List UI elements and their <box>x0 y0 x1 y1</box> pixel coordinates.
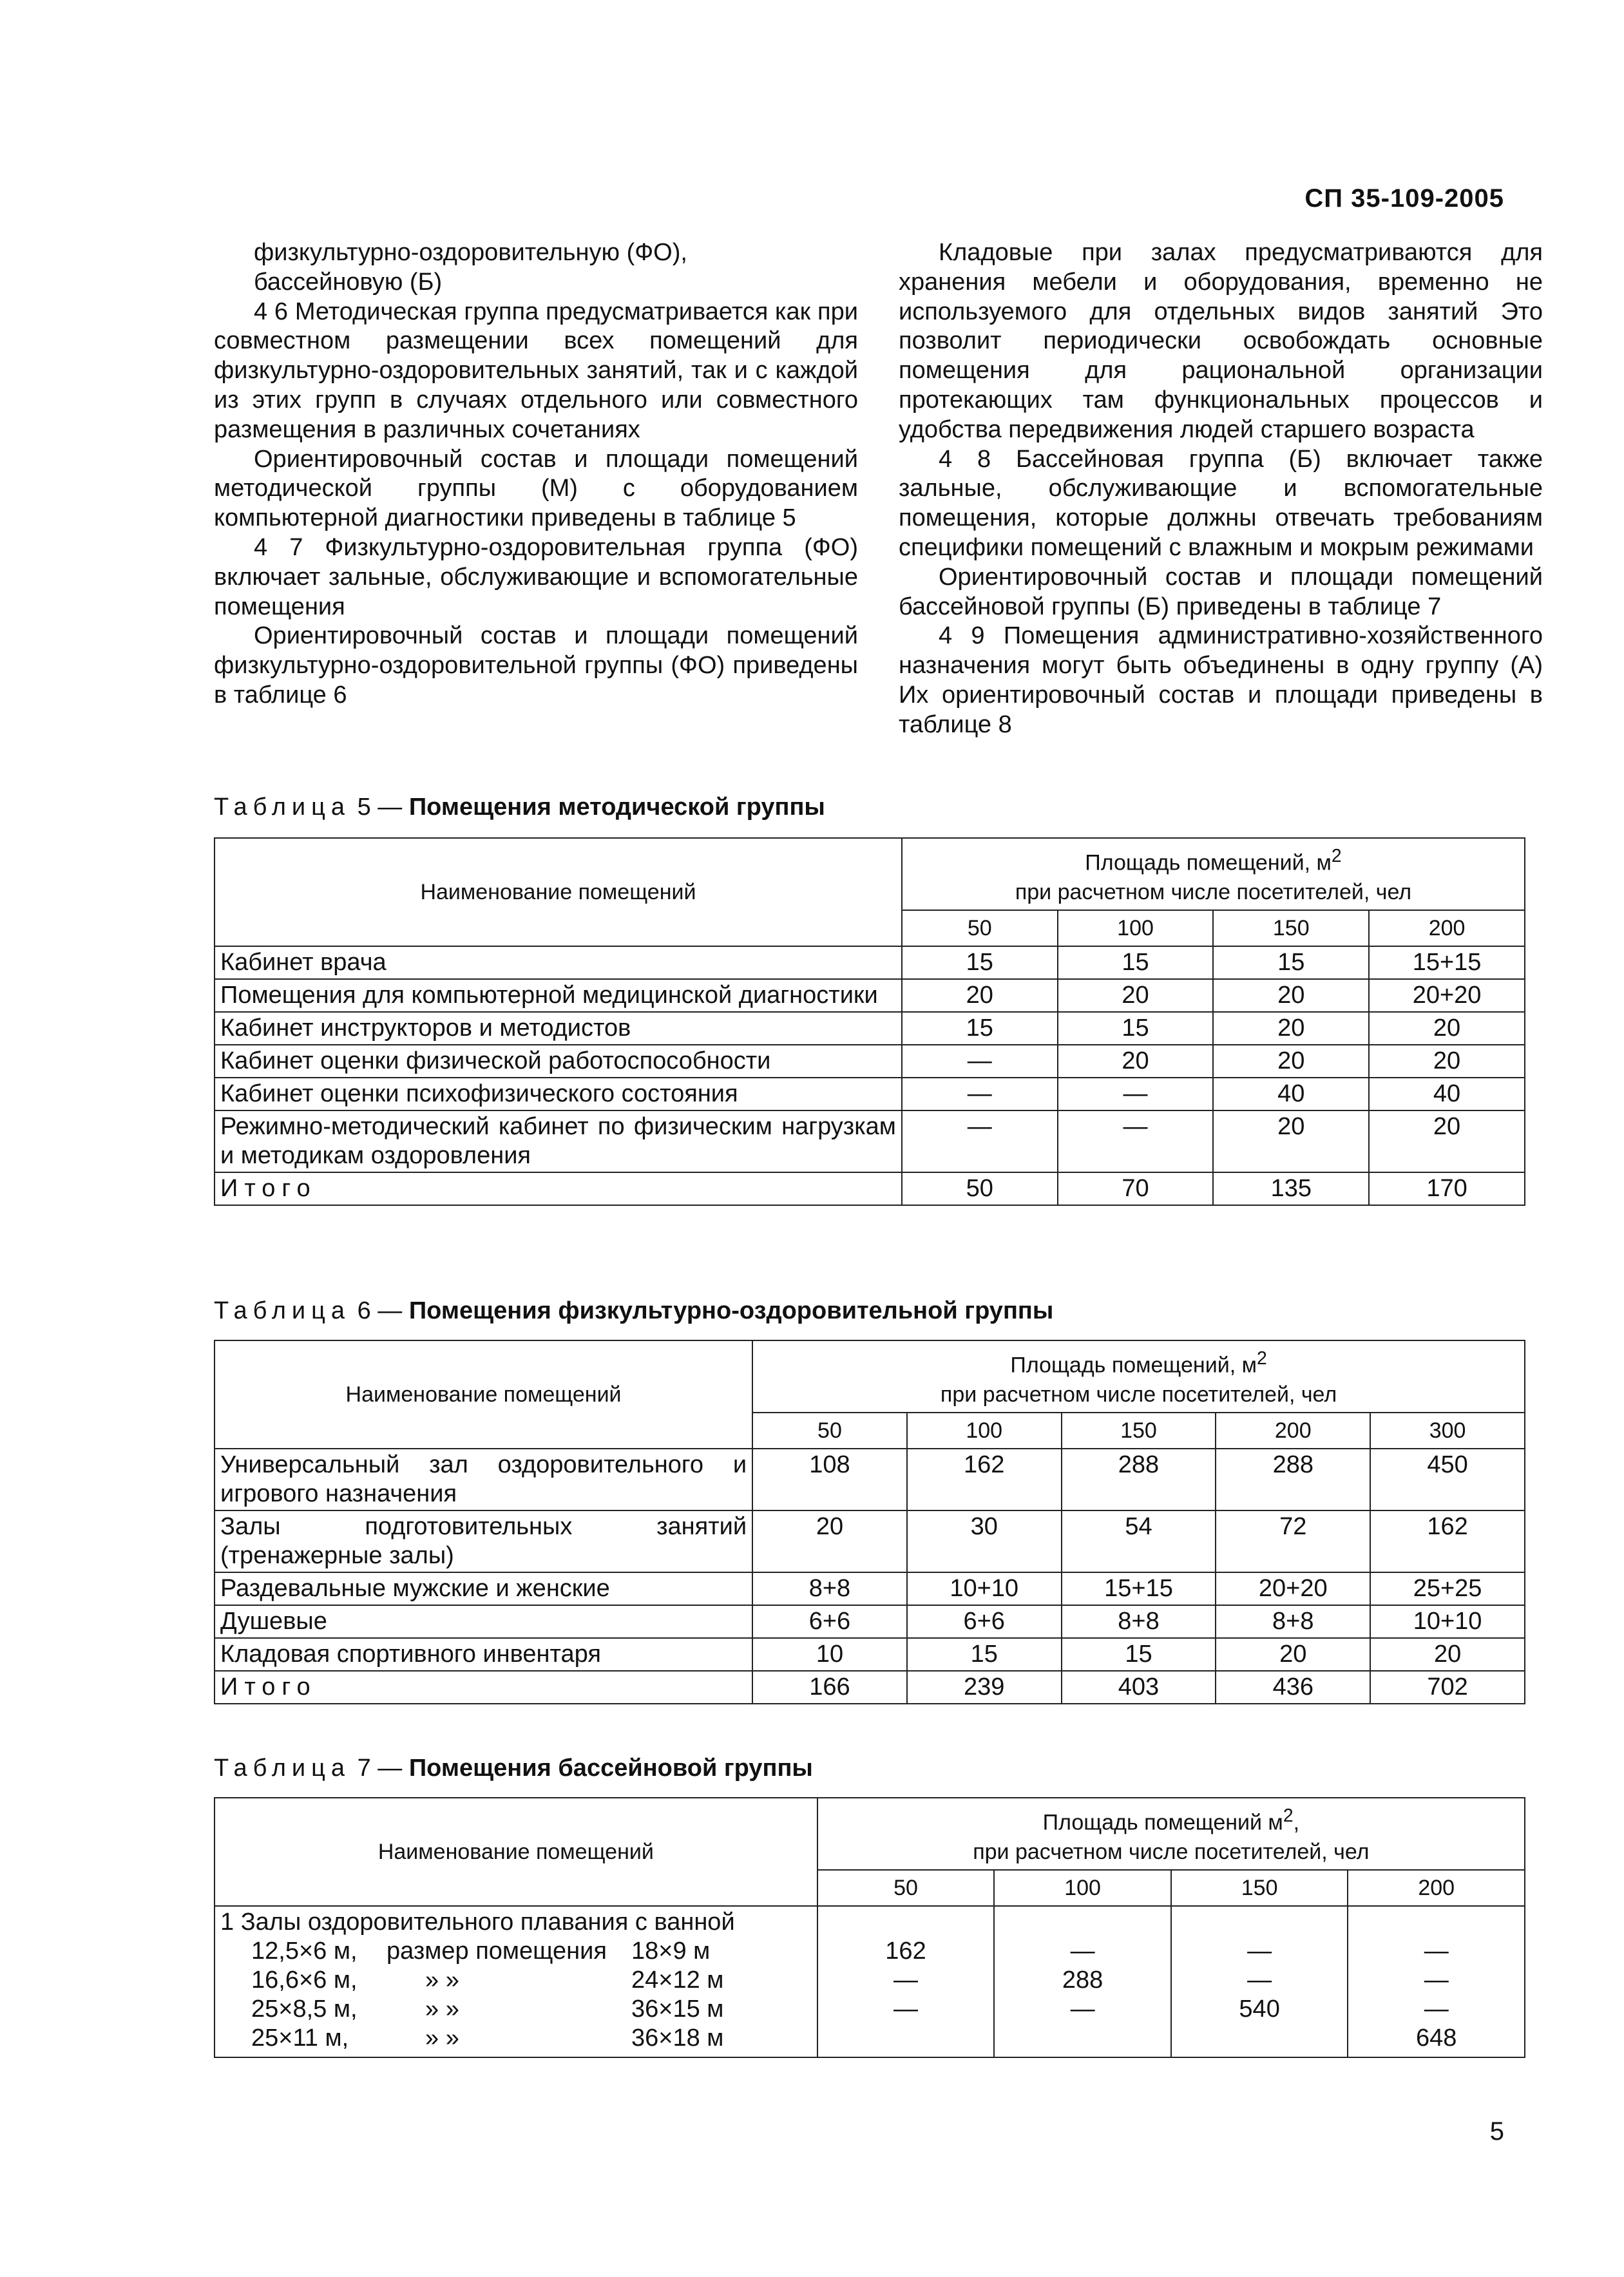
visitors-header: 100 <box>1058 910 1214 946</box>
caption-number: 6 — <box>357 1297 403 1324</box>
visitors-header: 200 <box>1369 910 1525 946</box>
right-text-column <box>899 238 1543 740</box>
table7-caption <box>214 1755 813 1782</box>
visitors-header: 150 <box>1213 910 1369 946</box>
table-row: 1 Залы оздоровительного плавания с ванной 12,5×6 м, размер помещения 18×9 м 16,6×6 м, » » 24×12 м 25×8,5 м, » » 36×15 м 25×11 м, » » 36×18 м 162 — — — 288 — — — 540 — — — 648 <box>215 1906 1525 2057</box>
total-row: Итого 50 70 135 170 <box>215 1172 1525 1205</box>
paragraph: 4 6 Методическая группа предусматривается как при совместном размещении всех помещений для физкультурно-оздоровительных занятий, так и с каждой из этих групп в случаях отдельного или совместного размещения в различных сочетаниях <box>214 298 858 443</box>
table-row: Залы подготовительных занятий (тренажерные залы) 20 30 54 72 162 <box>215 1510 1525 1572</box>
sub-row: 25×8,5 м, » » 36×15 м <box>251 1996 724 2023</box>
paragraph: Ориентировочный состав и площади помещений методической группы (М) с оборудованием компьютерной диагностики приведены в таблице 5 <box>214 445 858 532</box>
caption-title: Помещения методической группы <box>408 794 825 821</box>
sub-row: 16,6×6 м, » » 24×12 м <box>251 1967 724 1994</box>
table-row: Универсальный зал оздоровительного и игрового назначения 108 162 288 288 450 <box>215 1449 1525 1510</box>
visitors-header: 200 <box>1348 1870 1525 1906</box>
visitors-header: 150 <box>1171 1870 1348 1906</box>
table7 <box>214 1797 1525 2058</box>
table-row: Кабинет оценки психофизического состояния — — 40 40 <box>215 1078 1525 1110</box>
table-row: Кабинет врача 15 15 15 15+15 <box>215 946 1525 979</box>
area-header: Площадь помещений, $м^2$ при расчетном числе посетителей, чел <box>752 1340 1525 1413</box>
paragraph: 4 8 Бассейновая группа (Б) включает также зальные, обслуживающие и вспомогательные помещения, которые должны отвечать требованиям специфики помещений с влажным и мокрым режимами <box>899 445 1543 561</box>
caption-number: 7 — <box>357 1755 403 1782</box>
table5-caption <box>214 794 825 821</box>
area-header: Площадь помещений, $м^2$ при расчетном числе посетителей, чел <box>902 838 1525 910</box>
table-row: Кабинет инструкторов и методистов 15 15 20 20 <box>215 1012 1525 1045</box>
caption-title: Помещения физкультурно-оздоровительной группы <box>408 1297 1054 1324</box>
table-row: Раздевальные мужские и женские 8+8 10+10 15+15 20+20 25+25 <box>215 1572 1525 1605</box>
visitors-header: 50 <box>817 1870 995 1906</box>
visitors-header: 100 <box>907 1413 1062 1449</box>
paragraph: 4 9 Помещения административно-хозяйственного назначения могут быть объединены в одну группу (А) Их ориентировочный состав и площади приведены в таблице 8 <box>899 622 1543 738</box>
paragraph: 4 7 Физкультурно-оздоровительная группа (ФО) включает зальные, обслуживающие и вспомогательные помещения <box>214 533 858 620</box>
table5 <box>214 837 1525 1206</box>
row-title: 1 Залы оздоровительного плавания с ванной <box>220 1909 735 1936</box>
caption-title: Помещения бассейновой группы <box>408 1755 813 1782</box>
document-code: СП 35-109-2005 <box>1304 184 1504 213</box>
column-header: Наименование помещений <box>215 1340 752 1449</box>
caption-word: Таблица <box>214 1297 350 1324</box>
column-header: Наименование помещений <box>215 838 902 946</box>
visitors-header: 50 <box>752 1413 907 1449</box>
caption-number: 5 — <box>357 794 403 821</box>
visitors-header: 100 <box>994 1870 1171 1906</box>
table-row: Режимно-методический кабинет по физическим нагрузкам и методикам оздоровления — — 20 20 <box>215 1110 1525 1172</box>
paragraph: Кладовые при залах предусматриваются для хранения мебели и оборудования, временно не используемого для отдельных видов занятий Это позволит периодически освобождать основные помещения для рациональной организации протекающих там функциональных процессов и удобства передвижения людей старшего возраста <box>899 239 1543 443</box>
column-header: Наименование помещений <box>215 1798 817 1906</box>
sub-row: 12,5×6 м, размер помещения 18×9 м <box>251 1938 711 1965</box>
table6-caption <box>214 1297 1053 1325</box>
caption-word: Таблица <box>214 1755 350 1782</box>
table-row: Кабинет оценки физической работоспособности — 20 20 20 <box>215 1045 1525 1078</box>
visitors-header: 150 <box>1062 1413 1216 1449</box>
table-row: Душевые 6+6 6+6 8+8 8+8 10+10 <box>215 1605 1525 1638</box>
left-text-column <box>214 238 858 710</box>
sub-row: 25×11 м, » » 36×18 м <box>251 2025 724 2052</box>
visitors-header: 300 <box>1370 1413 1525 1449</box>
total-row: Итого 166 239 403 436 702 <box>215 1671 1525 1704</box>
caption-word: Таблица <box>214 794 350 821</box>
table-row: Помещения для компьютерной медицинской диагностики 20 20 20 20+20 <box>215 979 1525 1012</box>
table-row: Кладовая спортивного инвентаря 10 15 15 20 20 <box>215 1638 1525 1671</box>
paragraph: Ориентировочный состав и площади помещений бассейновой группы (Б) приведены в таблице 7 <box>899 563 1543 620</box>
visitors-header: 200 <box>1216 1413 1370 1449</box>
visitors-header: 50 <box>902 910 1058 946</box>
area-header: Площадь помещений $м^2$, при расчетном числе посетителей, чел <box>817 1798 1525 1870</box>
page-number: 5 <box>1489 2117 1504 2146</box>
table6 <box>214 1340 1525 1704</box>
paragraph: Ориентировочный состав и площади помещений физкультурно-оздоровительной группы (ФО) приведены в таблице 6 <box>214 622 858 709</box>
paragraph: бассейновую (Б) <box>254 268 443 296</box>
paragraph: физкультурно-оздоровительную (ФО), <box>254 239 687 266</box>
